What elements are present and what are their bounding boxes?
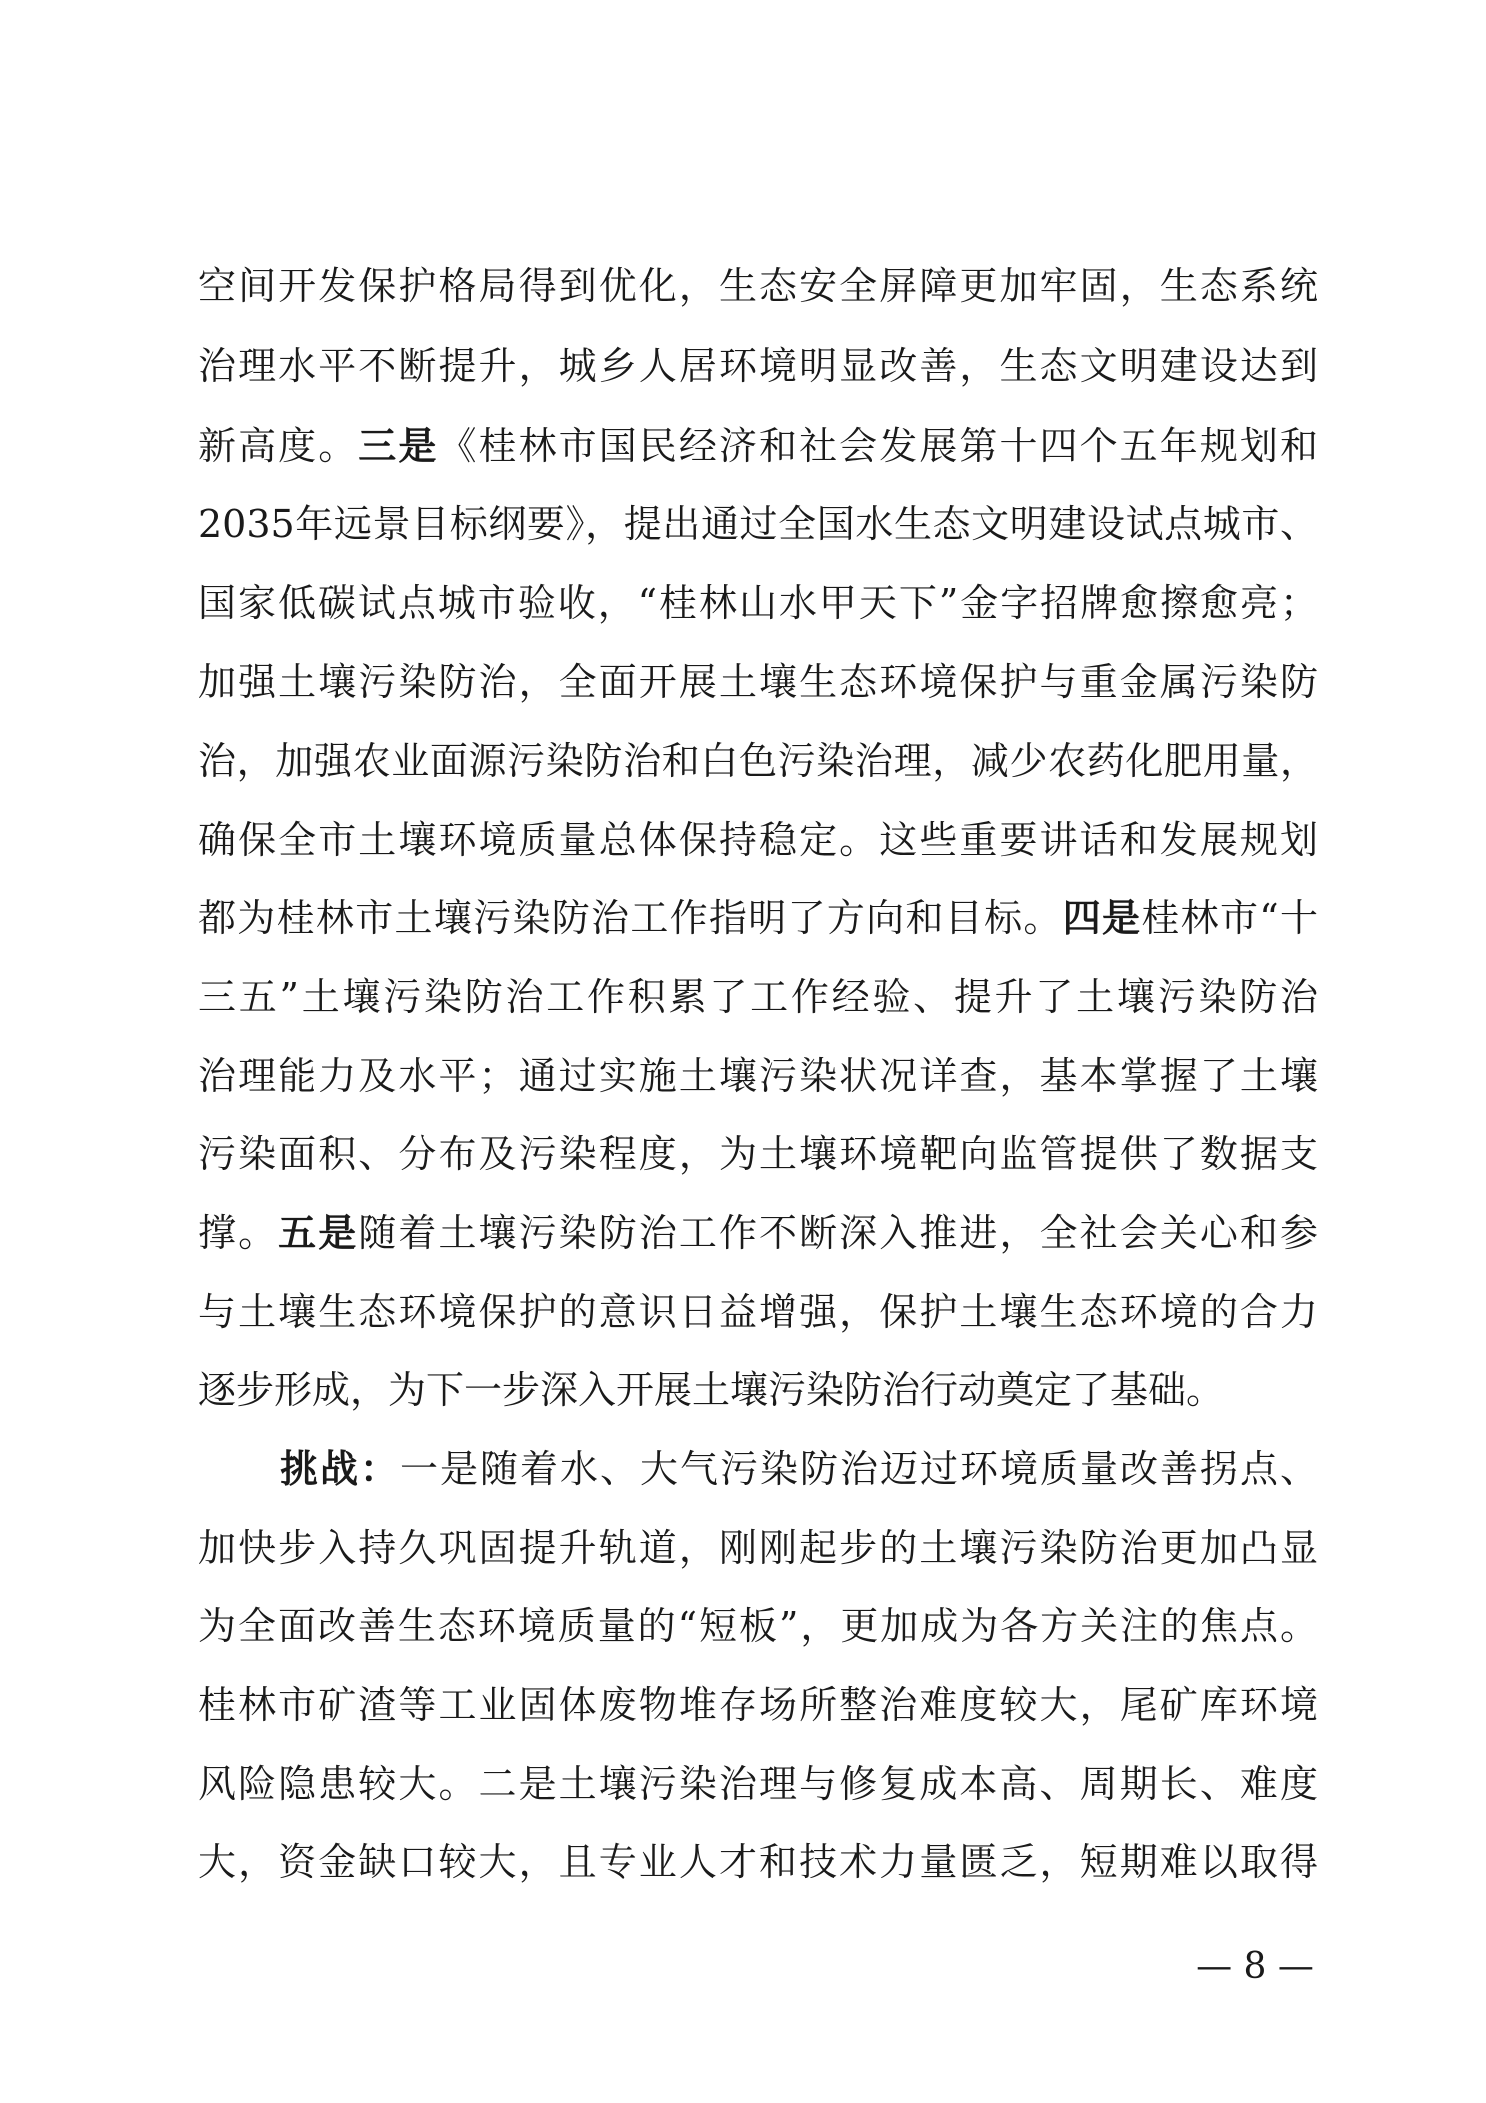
text-line-12 xyxy=(198,1124,1318,1184)
text-line-10 xyxy=(198,967,1318,1027)
text-line-9 xyxy=(198,888,1318,948)
text-line-7 xyxy=(198,731,1318,791)
text-line-18 xyxy=(198,1596,1318,1656)
text-segment: 治理能力及水平；通过实施土壤污染状况详查，基本掌握了土壤 xyxy=(198,1054,1318,1098)
text-line-19 xyxy=(198,1675,1318,1735)
text-line-4 xyxy=(198,494,1318,554)
text-line-16 xyxy=(280,1439,1318,1499)
text-line-2 xyxy=(198,336,1318,396)
text-line-1 xyxy=(198,256,1318,316)
text-segment: 风险隐患较大。二是土壤污染治理与修复成本高、周期长、难度 xyxy=(198,1762,1318,1806)
text-segment: 随着土壤污染防治工作不断深入推进，全社会关心和参 xyxy=(358,1211,1318,1255)
text-segment: 撑。 xyxy=(198,1211,279,1255)
text-segment: 逐步形成，为下一步深入开展土壤污染防治行动奠定了基础。 xyxy=(198,1368,1225,1412)
text-segment: 污染面积、分布及污染程度，为土壤环境靶向监管提供了数据支 xyxy=(198,1132,1318,1176)
text-segment: 一是随着水、大气污染防治迈过环境质量改善拐点、 xyxy=(400,1447,1318,1491)
text-line-14 xyxy=(198,1282,1318,1342)
text-segment: 《桂林市国民经济和社会发展第十四个五年规划和 xyxy=(438,424,1318,468)
text-segment: 都为桂林市土壤污染防治工作指明了方向和目标。 xyxy=(198,896,1063,940)
text-line-13 xyxy=(198,1203,1318,1263)
text-segment: 治理水平不断提升，城乡人居环境明显改善，生态文明建设达到 xyxy=(198,344,1318,388)
text-segment: 新高度。 xyxy=(198,424,359,468)
text-line-20 xyxy=(198,1754,1318,1814)
text-segment: 大，资金缺口较大，且专业人才和技术力量匮乏，短期难以取得 xyxy=(198,1840,1318,1884)
text-line-8 xyxy=(198,810,1318,870)
section-heading: 挑战： xyxy=(280,1446,400,1491)
text-line-5 xyxy=(198,573,1318,633)
text-segment: 为全面改善生态环境质量的“短板”，更加成为各方关注的焦点。 xyxy=(198,1604,1318,1648)
bold-marker: 五是 xyxy=(278,1210,359,1255)
text-line-6 xyxy=(198,652,1318,712)
text-line-11 xyxy=(198,1046,1318,1106)
text-segment: 加强土壤污染防治，全面开展土壤生态环境保护与重金属污染防 xyxy=(198,660,1318,704)
text-segment: 桂林市矿渣等工业固体废物堆存场所整治难度较大，尾矿库环境 xyxy=(198,1683,1318,1727)
text-segment: 三五”土壤污染防治工作积累了工作经验、提升了土壤污染防治 xyxy=(198,975,1318,1019)
text-line-17 xyxy=(198,1518,1318,1578)
text-line-3 xyxy=(198,416,1318,476)
text-line-15 xyxy=(198,1360,1318,1420)
text-segment: 确保全市土壤环境质量总体保持稳定。这些重要讲话和发展规划 xyxy=(198,818,1318,862)
bold-marker: 四是 xyxy=(1062,895,1142,940)
text-segment: 国家低碳试点城市验收，“桂林山水甲天下”金字招牌愈擦愈亮； xyxy=(198,581,1318,625)
page-number: — 8 — xyxy=(1196,1946,1314,1987)
text-line-21 xyxy=(198,1832,1318,1892)
text-segment: 治，加强农业面源污染防治和白色污染治理，减少农药化肥用量， xyxy=(198,739,1318,783)
text-segment: 空间开发保护格局得到优化，生态安全屏障更加牢固，生态系统 xyxy=(198,264,1318,308)
bold-marker: 三是 xyxy=(358,423,439,468)
text-segment: 加快步入持久巩固提升轨道，刚刚起步的土壤污染防治更加凸显 xyxy=(198,1526,1318,1570)
text-segment: 桂林市“十 xyxy=(1141,896,1318,940)
text-segment: 2035年远景目标纲要》，提出通过全国水生态文明建设试点城市、 xyxy=(198,502,1318,546)
text-segment: 与土壤生态环境保护的意识日益增强，保护土壤生态环境的合力 xyxy=(198,1290,1318,1334)
